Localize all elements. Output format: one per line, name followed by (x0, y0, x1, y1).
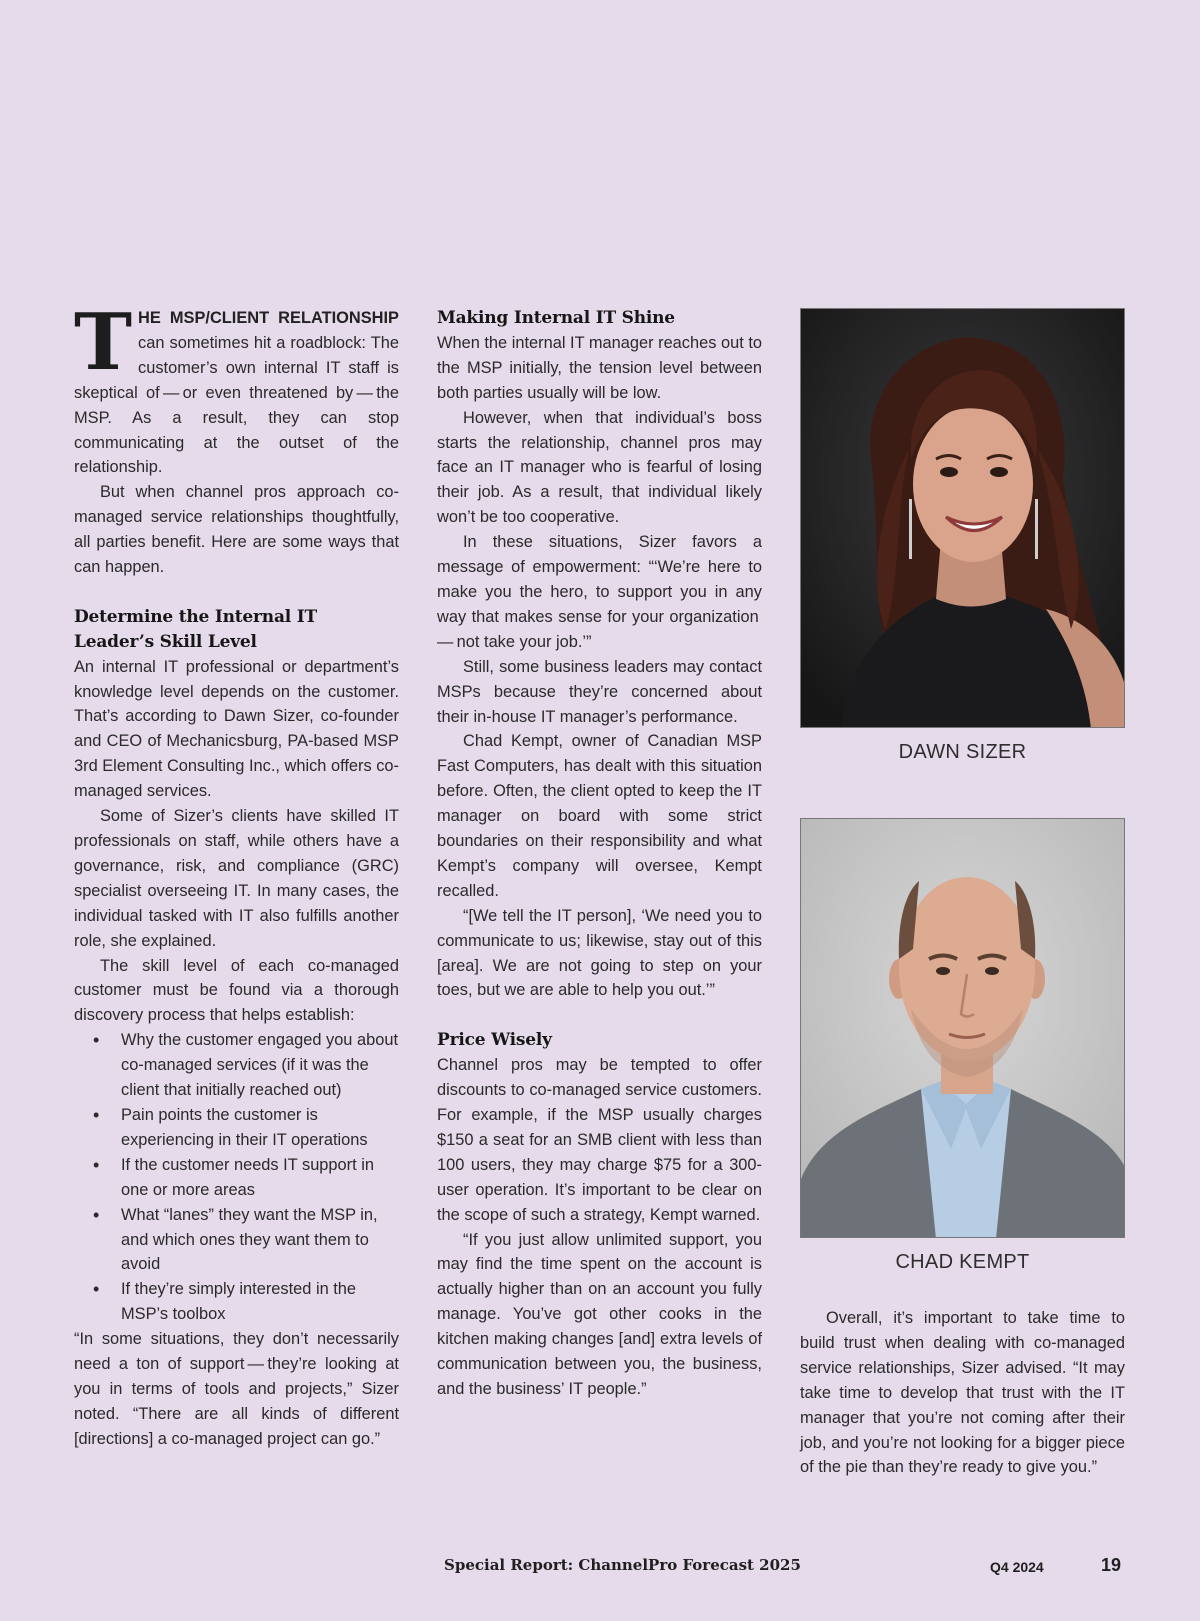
discovery-list (74, 1028, 399, 1327)
drop-cap: T (74, 297, 133, 388)
article-column-2 (437, 306, 762, 1402)
photo-caption-dawn-sizer: DAWN SIZER (898, 741, 1027, 763)
chad-kempt-photo (800, 818, 1125, 1238)
page-number: 19 (1101, 1555, 1122, 1575)
dawn-sizer-photo (800, 308, 1125, 728)
list-item: • If they’re simply interested in the MSP’s toolbox (121, 1277, 399, 1327)
quote-paragraph: “[We tell the IT person], ‘We need you to communicate to us; likewise, stay out of this [area]. We are not going to step on your toes, but we are able to help you out.’” (437, 906, 762, 1000)
lead-caps: HE MSP/CLIENT RELATIONSHIP (138, 309, 399, 327)
quote-paragraph: “If you just allow unlimited support, you may find the time spent on the account is actually higher than on an account you fully manage. You’ve got other cooks in the kitchen making changes [and] extra levels of communication between you, the business, and the business’ IT people.” (437, 1230, 762, 1398)
photo-caption-chad-kempt: CHAD KEMPT (895, 1251, 1030, 1273)
body-paragraph: When the internal IT manager reaches out to the MSP initially, the tension level between both parties usually will be low. (437, 333, 762, 402)
article-column-3 (800, 1306, 1125, 1480)
body-paragraph: An internal IT professional or department’s knowledge level depends on the customer. That’s according to Dawn Sizer, co-founder and CEO of Mechanicsburg, PA-based MSP 3rd Element Consulting Inc., which offers co-managed services. (74, 657, 399, 801)
section-heading-internal-it: Making Internal IT Shine (437, 308, 675, 328)
intro-paragraph-2: But when channel pros approach co-managed service relationships thoughtfully, all parties benefit. Here are some ways that can happen. (74, 483, 399, 577)
body-paragraph: However, when that individual’s boss starts the relationship, channel pros may face an IT manager who is fearful of losing their job. As a result, that individual likely won’t be too cooperative. (437, 408, 762, 527)
quote-paragraph: “In some situations, they don’t necessarily need a ton of support — they’re looking at you in terms of tools and projects,” Sizer noted. “There are all kinds of different [directions] a co-managed project can go.” (74, 1330, 399, 1448)
body-paragraph: Channel pros may be tempted to offer discounts to co-managed service customers. For example, if the MSP usually charges $150 a seat for an SMB client with less than 100 users, they may charge $75 for a 300-user operation. It’s important to be clear on the scope of such a strategy, Kempt warned. (437, 1056, 762, 1224)
body-paragraph: Chad Kempt, owner of Canadian MSP Fast Computers, has dealt with this situation before. Often, the client opted to keep the IT manager on board with some strict boundaries on their responsibility and what Kempt’s company will oversee, Kempt recalled. (437, 732, 762, 900)
article-column-1 (74, 297, 399, 1452)
intro-paragraph (74, 297, 399, 480)
body-paragraph: Still, some business leaders may contact MSPs because they’re concerned about their in-house IT manager’s performance. (437, 657, 762, 726)
section-heading-skill-level: Determine the Internal IT Leader’s Skill Level (74, 606, 317, 652)
footer-publication-title: Special Report: ChannelPro Forecast 2025 (444, 1556, 801, 1574)
body-paragraph: The skill level of each co-managed customer must be found via a thorough discovery process that helps establish: (74, 956, 399, 1025)
list-item: • What “lanes” they want the MSP in, and which ones they want them to avoid (121, 1203, 399, 1278)
list-item: • Pain points the customer is experiencing in their IT operations (121, 1103, 399, 1153)
list-item: • If the customer needs IT support in one or more areas (121, 1153, 399, 1203)
list-item: • Why the customer engaged you about co-managed services (if it was the client that initially reached out) (121, 1028, 399, 1103)
section-heading-price-wisely: Price Wisely (437, 1030, 552, 1051)
body-paragraph: Some of Sizer’s clients have skilled IT professionals on staff, while others have a governance, risk, and compliance (GRC) specialist overseeing IT. In many cases, the individual tasked with IT also fulfills another role, she explained. (74, 807, 399, 950)
portrait-illustration (801, 309, 1125, 728)
portrait-illustration (801, 819, 1125, 1238)
body-paragraph: In these situations, Sizer favors a message of empowerment: “‘We’re here to make you the hero, to support you in any way that makes sense for your organization — not take your job.’” (437, 533, 762, 651)
footer-issue: Q4 2024 (990, 1559, 1044, 1575)
lead-text: can sometimes hit a roadblock: The customer’s own internal IT staff is skeptical of — or even threatened by — the MSP. As a result, they can stop communicating at the outset of the relationship. (74, 333, 399, 477)
closing-paragraph: Overall, it’s important to take time to build trust when dealing with co-managed service relationships, Sizer advised. “It may take time to develop that trust with the IT manager that you’re not coming after their job, and you’re not looking for a bigger piece of the pie than they’re ready to give you.” (800, 1309, 1125, 1477)
